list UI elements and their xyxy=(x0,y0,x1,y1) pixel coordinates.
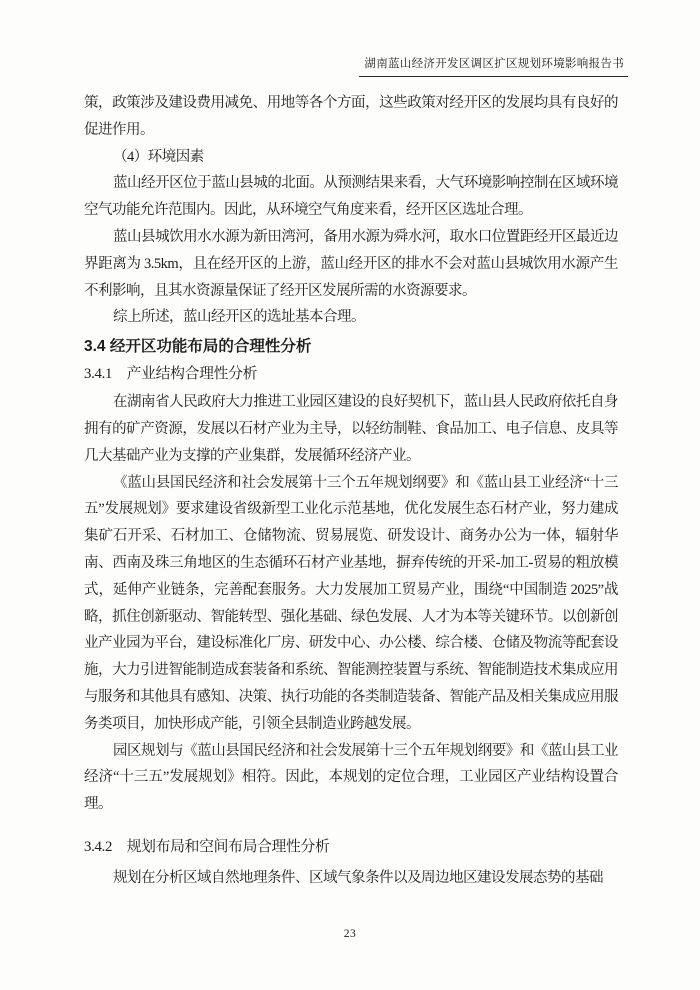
paragraph: 策，政策涉及建设费用减免、用地等各个方面，这些政策对经开区的发展均具有良好的促进作用。 xyxy=(84,95,618,138)
paragraph: 蓝山县城饮用水水源为新田湾河，备用水源为舜水河，取水口位置距经开区最近边界距离为 3.5km，且在经开区的上游，蓝山经开区的排水不会对蓝山县城饮用水源产生不利影响，且其水资源量保证了经开区发展所需的水资源要求。 xyxy=(84,228,618,299)
paragraph: （4）环境因素 xyxy=(113,148,204,165)
paragraph: 综上所述，蓝山经开区的选址基本合理。 xyxy=(113,309,365,326)
paragraph: 规划在分析区域自然地理条件、区域气象条件以及周边地区建设发展态势的基础 xyxy=(113,869,603,886)
report-title-header: 湖南蓝山经济开发区调区扩区规划环境影响报告书 xyxy=(359,57,628,77)
document-body xyxy=(84,90,618,892)
page-header xyxy=(359,57,628,77)
section-heading: 3.4 经开区功能布局的合理性分析 xyxy=(84,338,312,356)
section-heading: 3.4.2 规划布局和空间布局合理性分析 xyxy=(84,838,330,855)
paragraph: 蓝山经开区位于蓝山县城的北面。从预测结果来看，大气环境影响控制在区域环境空气功能允许范围内。因此，从环境空气角度来看，经开区区选址合理。 xyxy=(84,175,618,219)
paragraph: 在湖南省人民政府大力推进工业园区建设的良好契机下，蓝山县人民政府依托自身拥有的矿产资源，发展以石材产业为主导，以轻纺制鞋、食品加工、电子信息、皮具等几大基础产业为支撑的产业集群，发展循环经济产业。 xyxy=(84,394,618,464)
paragraph: 《蓝山县国民经济和社会发展第十三个五年规划纲要》和《蓝山县工业经济“十三五”发展规划》要求建设省级新型工业化示范基地，优化发展生态石材产业，努力建成集矿石开采、石材加工、仓储物流、贸易展览、研发设计、商务办公为一体，辐射华南、西南及珠三角地区的生态循环石材产业基地，摒弃传统的开采-加工-贸易的粗放模式，延伸产业链条，完善配套服务。大力发展加工贸易产业，围绕“中国制造 2025”战略，抓住创新驱动、智能转型、强化基础、绿色发展、人才为本等关键环节。以创新创业产业园为平台，建设标准化厂房、研发中心、办公楼、综合楼、仓储及物流等配套设施，大力引进智能制造成套装备和系统、智能测控装置与系统、智能制造技术集成应用与服务和其他具有感知、决策、执行功能的各类制造装备、智能产品及相关集成应用服务类项目，加快形成产能，引领全县制造业跨越发展。 xyxy=(84,474,618,732)
page-number: 23 xyxy=(343,928,357,940)
page-footer xyxy=(0,928,700,940)
section-heading: 3.4.1 产业结构合理性分析 xyxy=(84,366,258,383)
paragraph: 园区规划与《蓝山县国民经济和社会发展第十三个五年规划纲要》和《蓝山县工业经济“十三五”发展规划》相符。因此，本规划的定位合理，工业园区产业结构设置合理。 xyxy=(84,742,618,813)
